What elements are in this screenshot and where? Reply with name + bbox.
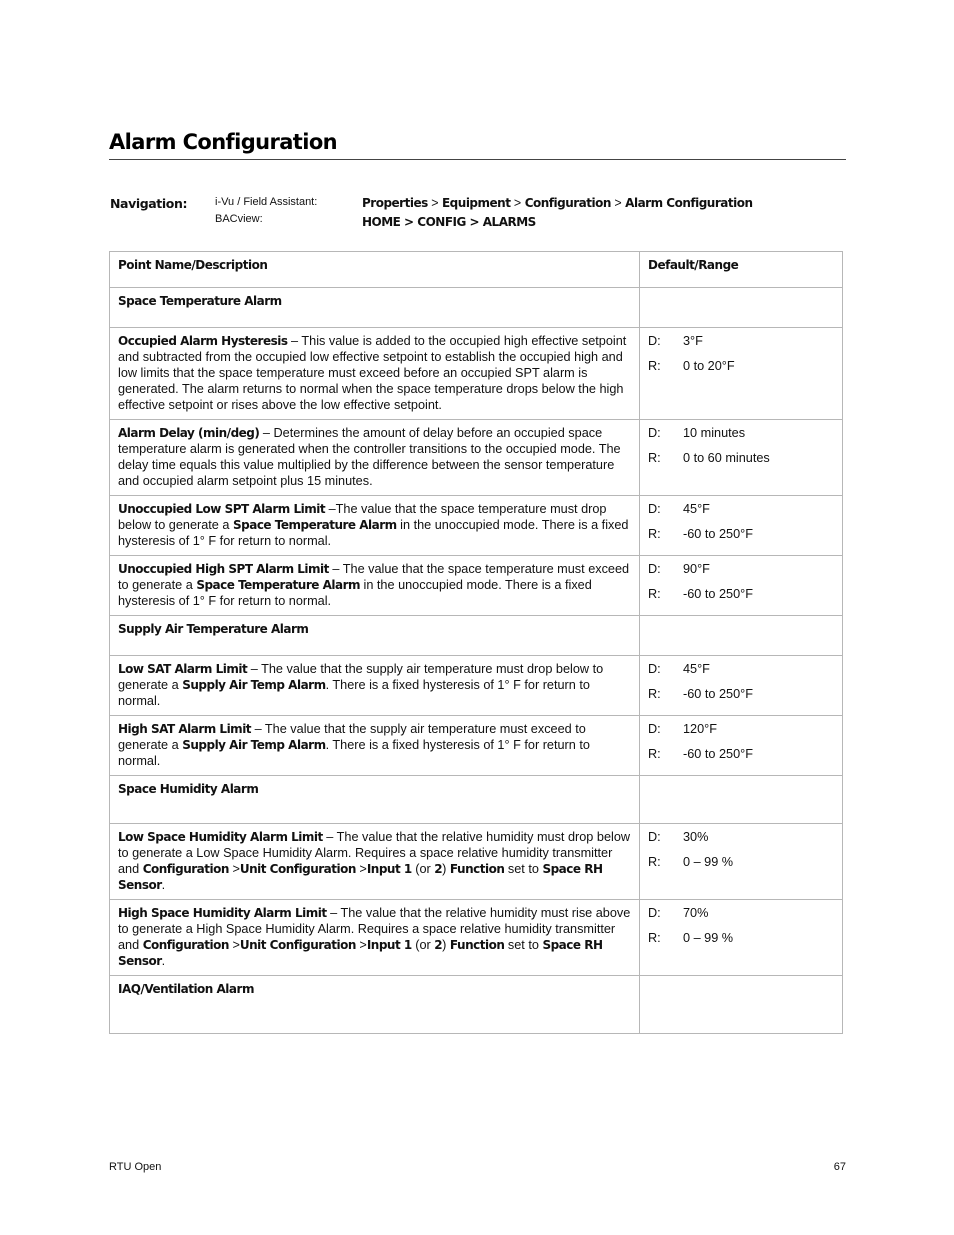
header-point-name: Point Name/Description: [110, 252, 640, 288]
point-name: Alarm Delay (min/deg): [118, 426, 260, 440]
default-value: 30%: [683, 830, 709, 844]
table-row: [110, 824, 843, 900]
table-row: [110, 656, 843, 716]
section-title: IAQ/Ventilation Alarm: [110, 976, 640, 1034]
row-description: Low Space Humidity Alarm Limit – The value that the relative humidity must drop below to generate a Low Space Humidity Alarm. Requires a space relative humidity transmitter and Configuration >Unit Configuration >Input 1 (or 2) Function set to Space RH Sensor.: [110, 824, 640, 900]
section-row: [110, 976, 843, 1034]
nav-path-separator: >: [427, 196, 442, 210]
section-row: [110, 616, 843, 656]
row-description: Alarm Delay (min/deg) – Determines the amount of delay before an occupied space temperature alarm is generated when the controller transitions to the occupied mode. The delay time equals this value multiplied by the difference between the sensor temperature and occupied alarm setpoint plus 15 minutes.: [110, 420, 640, 496]
point-name: Unoccupied Low SPT Alarm Limit: [118, 502, 326, 516]
nav-path-item: Properties: [362, 196, 428, 210]
page-title: Alarm Configuration: [109, 130, 846, 160]
range-value: 0 – 99 %: [683, 931, 734, 945]
navigation-block: [109, 195, 846, 235]
point-name: Low SAT Alarm Limit: [118, 662, 248, 676]
table-row: [110, 900, 843, 976]
row-default-range: D: 45°F R: -60 to 250°F: [640, 496, 843, 556]
nav-source-ivu: i-Vu / Field Assistant:: [215, 196, 318, 208]
point-name: Low Space Humidity Alarm Limit: [118, 830, 323, 844]
section-empty-cell: [640, 288, 843, 328]
row-description: Unoccupied High SPT Alarm Limit – The value that the space temperature must exceed to generate a Space Temperature Alarm in the unoccupied mode. There is a fixed hysteresis of 1° F for return to normal.: [110, 556, 640, 616]
table-row: [110, 716, 843, 776]
nav-path-bacview-text: HOME > CONFIG > ALARMS: [362, 215, 536, 229]
row-default-range: D: 120°F R: -60 to 250°F: [640, 716, 843, 776]
nav-path-bacview: [362, 215, 536, 229]
row-default-range: D: 30% R: 0 – 99 %: [640, 824, 843, 900]
table-row: [110, 420, 843, 496]
section-row: [110, 776, 843, 824]
point-name: Unoccupied High SPT Alarm Limit: [118, 562, 329, 576]
nav-path-separator: >: [510, 196, 525, 210]
row-description: High Space Humidity Alarm Limit – The value that the relative humidity must rise above to generate a High Space Humidity Alarm. Requires a space relative humidity transmitter and Configuration >Unit Configuration >Input 1 (or 2) Function set to Space RH Sensor.: [110, 900, 640, 976]
range-value: -60 to 250°F: [683, 587, 753, 601]
row-default-range: D: 10 minutes R: 0 to 60 minutes: [640, 420, 843, 496]
default-value: 70%: [683, 906, 709, 920]
nav-path-ivu: [362, 196, 752, 210]
range-value: 0 to 20°F: [683, 359, 735, 373]
header-default-range: Default/Range: [640, 252, 843, 288]
section-empty-cell: [640, 776, 843, 824]
nav-path-item: Alarm Configuration: [625, 196, 753, 210]
table-header-row: [110, 252, 843, 288]
section-empty-cell: [640, 616, 843, 656]
row-description: Occupied Alarm Hysteresis – This value is added to the occupied high effective setpoint and subtracted from the occupied low effective setpoint to establish the occupied high and low limits that the space temperature must exceed before an occupied SPT alarm is generated. The alarm returns to normal when the space temperature drops below the high effective setpoint or rises above the low effective setpoint.: [110, 328, 640, 420]
navigation-label: Navigation:: [110, 196, 188, 211]
nav-path-separator: >: [610, 196, 626, 210]
nav-path-item: Equipment: [441, 196, 511, 210]
default-value: 3°F: [683, 334, 703, 348]
default-value: 90°F: [683, 562, 710, 576]
nav-source-bacview: BACview:: [215, 213, 263, 225]
section-title: Space Temperature Alarm: [110, 288, 640, 328]
point-name: Occupied Alarm Hysteresis: [118, 334, 288, 348]
row-description: High SAT Alarm Limit – The value that the supply air temperature must exceed to generate a Supply Air Temp Alarm. There is a fixed hysteresis of 1° F for return to normal.: [110, 716, 640, 776]
row-default-range: D: 90°F R: -60 to 250°F: [640, 556, 843, 616]
footer-product-name: RTU Open: [109, 1161, 162, 1173]
table-row: [110, 496, 843, 556]
range-value: -60 to 250°F: [683, 747, 753, 761]
section-empty-cell: [640, 976, 843, 1034]
nav-path-item: Configuration: [524, 196, 611, 210]
table-row: [110, 556, 843, 616]
default-value: 45°F: [683, 502, 710, 516]
point-name: High Space Humidity Alarm Limit: [118, 906, 327, 920]
default-value: 10 minutes: [683, 426, 746, 440]
alarm-config-table: [109, 251, 843, 1034]
row-description: Low SAT Alarm Limit – The value that the supply air temperature must drop below to generate a Supply Air Temp Alarm. There is a fixed hysteresis of 1° F for return to normal.: [110, 656, 640, 716]
point-name: High SAT Alarm Limit: [118, 722, 252, 736]
row-default-range: D: 45°F R: -60 to 250°F: [640, 656, 843, 716]
row-default-range: D: 70% R: 0 – 99 %: [640, 900, 843, 976]
default-value: 120°F: [683, 722, 717, 736]
default-value: 45°F: [683, 662, 710, 676]
section-title: Supply Air Temperature Alarm: [110, 616, 640, 656]
row-description: Unoccupied Low SPT Alarm Limit –The value that the space temperature must drop below to generate a Space Temperature Alarm in the unoccupied mode. There is a fixed hysteresis of 1° F for return to normal.: [110, 496, 640, 556]
range-value: 0 – 99 %: [683, 855, 734, 869]
table-row: [110, 328, 843, 420]
range-value: -60 to 250°F: [683, 687, 753, 701]
row-default-range: D: 3°F R: 0 to 20°F: [640, 328, 843, 420]
section-row: [110, 288, 843, 328]
footer-page-number: 67: [833, 1161, 846, 1173]
range-value: 0 to 60 minutes: [683, 451, 770, 465]
range-value: -60 to 250°F: [683, 527, 753, 541]
section-title: Space Humidity Alarm: [110, 776, 640, 824]
